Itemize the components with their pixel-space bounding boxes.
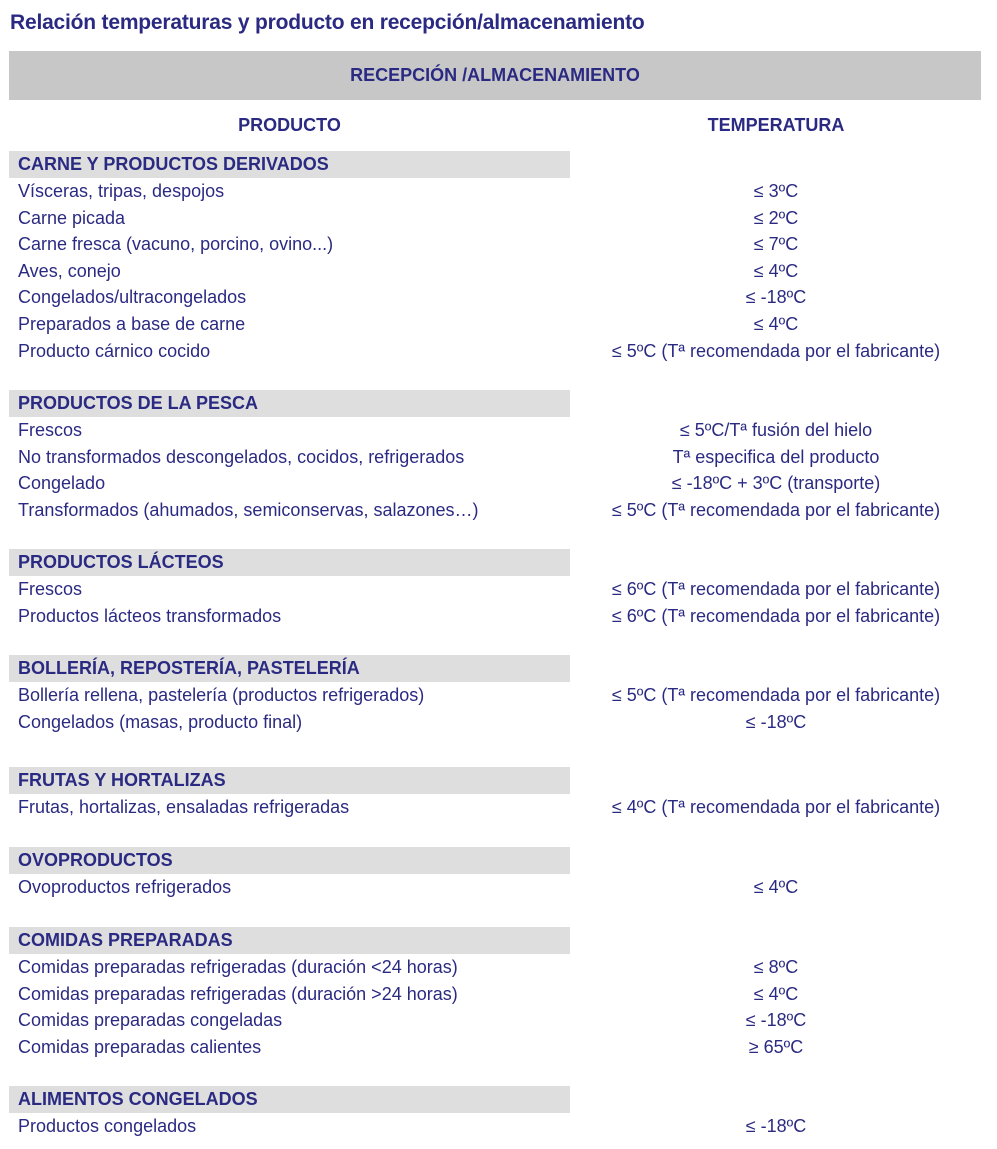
product-cell: Vísceras, tripas, despojos (18, 181, 225, 201)
product-cell: Congelados (masas, producto final) (18, 711, 303, 732)
table-row (0, 981, 997, 1007)
temperature-cell: ≤ 5ºC (Tª recomendada por el fabricante) (611, 499, 941, 520)
product-cell: Carne fresca (vacuno, porcino, ovino...) (18, 234, 334, 255)
temperature-cell: ≥ 65ºC (748, 1036, 804, 1057)
temperature-cell: ≤ 2ºC (753, 207, 799, 228)
table-row (0, 311, 997, 337)
section-header (9, 767, 570, 794)
section-header (9, 1086, 570, 1113)
temperature-cell: Tª especifica del producto (672, 446, 880, 467)
table-row (0, 258, 997, 284)
table-row (0, 709, 997, 735)
column-header-temperature: TEMPERATURA (707, 115, 845, 135)
table-row (0, 231, 997, 257)
temperature-cell: ≤ -18ºC + 3ºC (transporte) (671, 473, 881, 494)
table-row (0, 417, 997, 443)
temperature-cell: ≤ 5ºC (Tª recomendada por el fabricante) (611, 685, 941, 705)
temperature-cell: ≤ 5ºC (Tª recomendada por el fabricante) (611, 340, 941, 361)
temperature-cell: ≤ 5ºC/Tª fusión del hielo (679, 420, 873, 440)
section-header-label: FRUTAS Y HORTALIZAS (18, 770, 226, 790)
table-row (0, 338, 997, 364)
section-header (9, 655, 570, 682)
section-header (9, 390, 570, 417)
table-row (0, 576, 997, 602)
table-row (0, 794, 997, 820)
temperature-cell: ≤ 6ºC (Tª recomendada por el fabricante) (611, 579, 941, 599)
product-cell: Congelado (18, 473, 106, 494)
temperature-cell: ≤ -18ºC (745, 1010, 807, 1031)
section-header (9, 847, 570, 874)
product-cell: Productos lácteos transformados (18, 605, 282, 626)
temperature-cell: ≤ 8ºC (753, 957, 799, 977)
temperature-cell: ≤ -18ºC (745, 287, 807, 308)
section-header (9, 549, 570, 576)
product-cell: Frescos (18, 579, 83, 599)
product-cell: Comidas preparadas congeladas (18, 1010, 283, 1031)
table-row (0, 682, 997, 708)
table-row (0, 1007, 997, 1033)
section-header-label: CARNE Y PRODUCTOS DERIVADOS (18, 154, 329, 174)
table-row (0, 178, 997, 204)
product-cell: Frutas, hortalizas, ensaladas refrigeradas (18, 797, 350, 817)
product-cell: Comidas preparadas refrigeradas (duración >24 horas) (18, 983, 458, 1004)
product-cell: No transformados descongelados, cocidos, refrigerados (18, 446, 465, 467)
table-row (0, 470, 997, 496)
section-header-label: ALIMENTOS CONGELADOS (18, 1089, 258, 1109)
section-header (9, 927, 570, 954)
product-cell: Aves, conejo (18, 260, 121, 281)
product-cell: Bollería rellena, pastelería (productos refrigerados) (18, 685, 425, 705)
table-row (0, 954, 997, 980)
product-cell: Producto cárnico cocido (18, 340, 211, 361)
temperature-cell: ≤ 4ºC (753, 877, 799, 897)
temperature-cell: ≤ 7ºC (753, 234, 799, 255)
table-row (0, 603, 997, 629)
temperature-cell: ≤ 4ºC (753, 983, 799, 1004)
temperature-cell: ≤ 4ºC (753, 314, 799, 334)
section-header-label: PRODUCTOS LÁCTEOS (18, 552, 224, 572)
product-cell: Ovoproductos refrigerados (18, 877, 232, 897)
temperature-cell: ≤ 6ºC (Tª recomendada por el fabricante) (611, 605, 941, 626)
product-cell: Comidas preparadas calientes (18, 1036, 262, 1057)
section-header-label: BOLLERÍA, REPOSTERÍA, PASTELERÍA (18, 658, 360, 678)
product-cell: Comidas preparadas refrigeradas (duración <24 horas) (18, 957, 458, 977)
temperature-cell: ≤ -18ºC (745, 1116, 807, 1136)
table-row (0, 874, 997, 900)
column-header-product: PRODUCTO (238, 115, 341, 135)
product-cell: Productos congelados (18, 1116, 197, 1136)
section-header (9, 151, 570, 178)
table-row (0, 1113, 997, 1139)
page-title: Relación temperaturas y producto en recepción/almacenamiento (10, 11, 645, 34)
temperature-cell: ≤ 3ºC (753, 181, 799, 201)
section-header-label: COMIDAS PREPARADAS (18, 930, 233, 950)
section-banner: RECEPCIÓN /ALMACENAMIENTO (9, 51, 981, 100)
product-cell: Frescos (18, 420, 83, 440)
table-row (0, 497, 997, 523)
product-cell: Carne picada (18, 207, 126, 228)
temperature-cell: ≤ 4ºC (753, 260, 799, 281)
table-row (0, 444, 997, 470)
section-header-label: PRODUCTOS DE LA PESCA (18, 393, 259, 413)
product-cell: Congelados/ultracongelados (18, 287, 247, 308)
table-row (0, 205, 997, 231)
section-header-label: OVOPRODUCTOS (18, 850, 173, 870)
table-row (0, 1034, 997, 1060)
table-row (0, 284, 997, 310)
product-cell: Transformados (ahumados, semiconservas, salazones…) (18, 499, 479, 520)
temperature-cell: ≤ 4ºC (Tª recomendada por el fabricante) (611, 797, 941, 817)
product-cell: Preparados a base de carne (18, 314, 246, 334)
temperature-cell: ≤ -18ºC (745, 711, 807, 732)
